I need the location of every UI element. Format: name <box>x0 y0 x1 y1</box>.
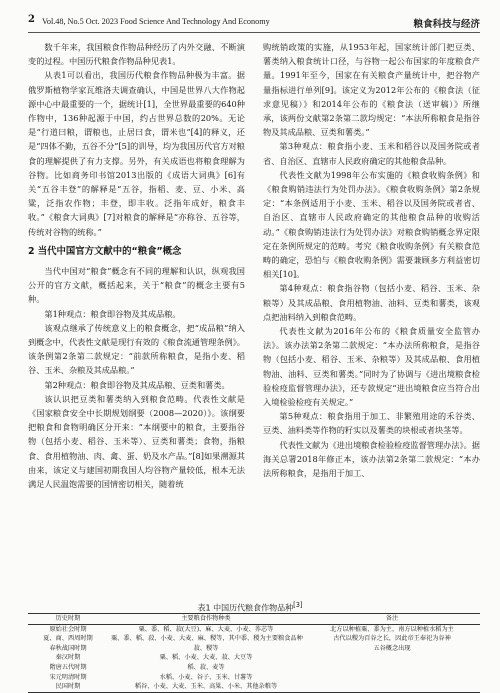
paragraph: 该观点继承了传统意义上的粮食概念，把“成品粮”纳入到概念中，代表性文献是现行有效的《粮食流通管理条例》。该条例第2条第二款规定：“前款所称粮食，是指小麦、稻谷、玉米、杂粮及其成品粮。” <box>28 322 245 376</box>
table-row <box>28 682 480 692</box>
table-cell: 菽、稷等 <box>193 644 219 652</box>
paragraph: 第5种观点：粮食指用于加工、非繁殖用途的禾谷类、豆类、油料类等作物的籽实以及薯类的块根或者块茎等。 <box>263 411 480 436</box>
table-cell <box>304 673 480 683</box>
paragraph: 第4种观点：粮食指谷物（包括小麦、稻谷、玉米、杂粮等）及其成品粮、食用植物油、油料、豆类和薯类，该观点把油料纳入到粮食范畴。 <box>263 283 480 322</box>
table-cell: 粟、稻、小麦、大麦、菽、大豆等 <box>159 654 253 662</box>
table-cell: 稻、菽、麦等 <box>187 663 225 671</box>
right-column <box>263 40 480 480</box>
paragraph: 数千年来，我国粮食作物品种经历了内外交融、不断演变的过程。中国历代粮食作物品种见表1。 <box>28 42 245 67</box>
table-cell: 粟、黍、稻、菽(大豆)、麻、大麦、小麦、荞芯等 <box>138 625 274 633</box>
table-cell: 宋元明清时期 <box>49 673 87 681</box>
section-heading: 2 当代中国官方文献中的“粮食”概念 <box>28 245 182 257</box>
table-header-row <box>28 614 480 625</box>
table-row <box>28 624 480 634</box>
paragraph: 代表性文献为《进出境粮食检验检疫监督管理办法》。据海关总署2018年修正本，该办法第2条第二款规定：“本办法所称粮食，是指用于加工、 <box>263 439 480 479</box>
table-cell <box>304 663 480 673</box>
page-number: 2 <box>28 14 35 25</box>
paragraph: 代表性文献为1998年公布实施的《粮食收购条例》和《粮食购销违法行为处罚办法》。《粮食收购条例》第2条规定：“本条例适用于小麦、玉米、稻谷以及国务院或者省、自治区、直辖市人民政府确定的其他粮食品种的收购活动。”《粮食购销违法行为处罚办法》对粮食购销概念界定限定在条例所规定的范畴。考究《粮食收购条例》有关粮食范畴的确定，恐怕与《粮食收购条例》需要兼顾多方利益密切相关[10]。 <box>263 169 480 280</box>
table-caption-ref: [3] <box>293 601 303 609</box>
journal-title: 粮食科技与经济 <box>413 19 480 30</box>
crop-varieties-table <box>28 613 480 693</box>
paragraph: 第2种观点：粮食即谷物及其成品粮、豆类和薯类。 <box>44 379 230 390</box>
table-cell: 古代以稷为百谷之长，因此帝王奉祀为谷神 <box>333 635 451 643</box>
table-row <box>28 653 480 663</box>
table-row <box>28 663 480 673</box>
table-cell: 夏、商、西周时期 <box>43 635 93 643</box>
table-cell: 秦汉时期 <box>55 654 81 662</box>
table-cell: 粟、黍、稻、菽、小麦、大麦、麻、稷等，其中黍、稷为主要粮食品种 <box>111 635 303 643</box>
table-cell: 稻谷、小麦、大麦、玉米、高粱、小米、其他杂粮等 <box>108 682 304 692</box>
table-cell: 隋唐五代时期 <box>49 663 87 671</box>
table-cell: 水稻、小麦、谷子、玉米、甘薯等 <box>159 673 253 681</box>
paragraph: 从表1可以看出，我国历代粮食作物品种极为丰富。据俄罗斯植物学家瓦维洛夫调查确认，中国是世界八大作物起源中心中最重要的一个，据统计[1]，全世界最重要的640种作物中，136种起源于中国，约占世界总数的20%。无论是“行道曰粮，谓粮也，止居曰食，谓米也”[4]的释义，还是“四体不勤，五谷不分”[5]的训导，均为我国历代官方对粮食的理解提供了有力支撑。另外，有关成语也将粮食理解为谷物。比如商务印书馆2013出版的《成语大词典》[6]有关“五谷丰登”的解释是“五谷，指稻、麦、豆、小米、高粱，泛指农作物；丰登，即丰收。泛指年成好，粮食丰收。”《粮食大词典》[7]对粮食的解释是“亦称谷、五谷等，传统对谷物的统称。” <box>28 70 245 237</box>
paragraph: 该认识把豆类和薯类纳入到粮食范畴。代表性文献是《国家粮食安全中长期规划纲要（2008—2020）》。该纲要把粮食和食物明确区分开来：“本纲要中的粮食，主要指谷物（包括小麦、稻谷、玉米等）、豆类和薯类；食物，指粮食、食用植物油、肉、禽、蛋、奶及水产品。”[8]如果溯源其由来，该定义与建国初期我国人均谷物产量较低，根本无法满足人民温饱需要的国情密切相关，随着统 <box>28 393 245 490</box>
table-row <box>28 634 480 644</box>
table-cell: 春秋战国时期 <box>49 644 87 652</box>
running-header <box>28 12 480 33</box>
table-cell <box>304 682 480 692</box>
left-column <box>28 40 245 491</box>
table-row <box>28 644 480 654</box>
table-header-cell: 历史时期 <box>28 614 108 625</box>
table-cell: 原始社会时期 <box>49 625 87 633</box>
table-cell <box>304 653 480 663</box>
table-row <box>28 673 480 683</box>
paragraph: 代表性文献为2016年公布的《粮食质量安全监管办法》。该办法第2条第二款规定：“本办法所称粮食，是指谷物（包括小麦、稻谷、玉米、杂粮等）及其成品粮、食用植物油、油料、豆类和薯类。”同时为了协调与《进出境粮食检验检疫监督管理办法》，还专款规定“进出境粮食应当符合出入境检验检疫有关规定。” <box>263 326 480 408</box>
paragraph: 购统销政策的实施，从1953年起，国家统计部门把豆类、薯类纳入粮食统计口径，与谷物一起公布国家的年度粮食产量。1991年至今，国家在有关粮食产量统计中，把谷物产量指标进行单列[9]。该定义为2012年公布的《粮食法（征求意见稿）》和2014年公布的《粮食法（送审稿）》所继承，该两份文献第2条第二款均规定：“本法所称粮食是指谷物及其成品粮、豆类和薯类。” <box>263 42 480 138</box>
table-header-cell: 备注 <box>304 614 480 625</box>
table-caption-text: 表1 中国历代粮食作物品种 <box>197 603 294 613</box>
table-caption <box>0 601 500 614</box>
paragraph: 第3种观点：粮食指小麦、玉米和稻谷以及国务院或者省、自治区、直辖市人民政府确定的其他粮食品种。 <box>263 141 480 166</box>
table-cell: 民国时期 <box>28 682 108 692</box>
table-header-cell: 主要粮食作物种类 <box>108 614 304 625</box>
paragraph: 第1种观点：粮食即谷物及其成品粮。 <box>44 308 181 319</box>
journal-name: Vol.48, No.5 Oct. 2023 Food Science And Technology And Economy <box>42 17 270 26</box>
table-cell: 五谷概念出现 <box>373 644 411 652</box>
paragraph: 当代中国对“粮食”概念有不同的理解和认识，纵观我国公开的官方文献，概括起来，关于“粮食”的概念主要有5种。 <box>28 266 245 305</box>
table-cell: 北方以种植粟、黍为主，南方以种植水稻为主 <box>330 625 454 633</box>
